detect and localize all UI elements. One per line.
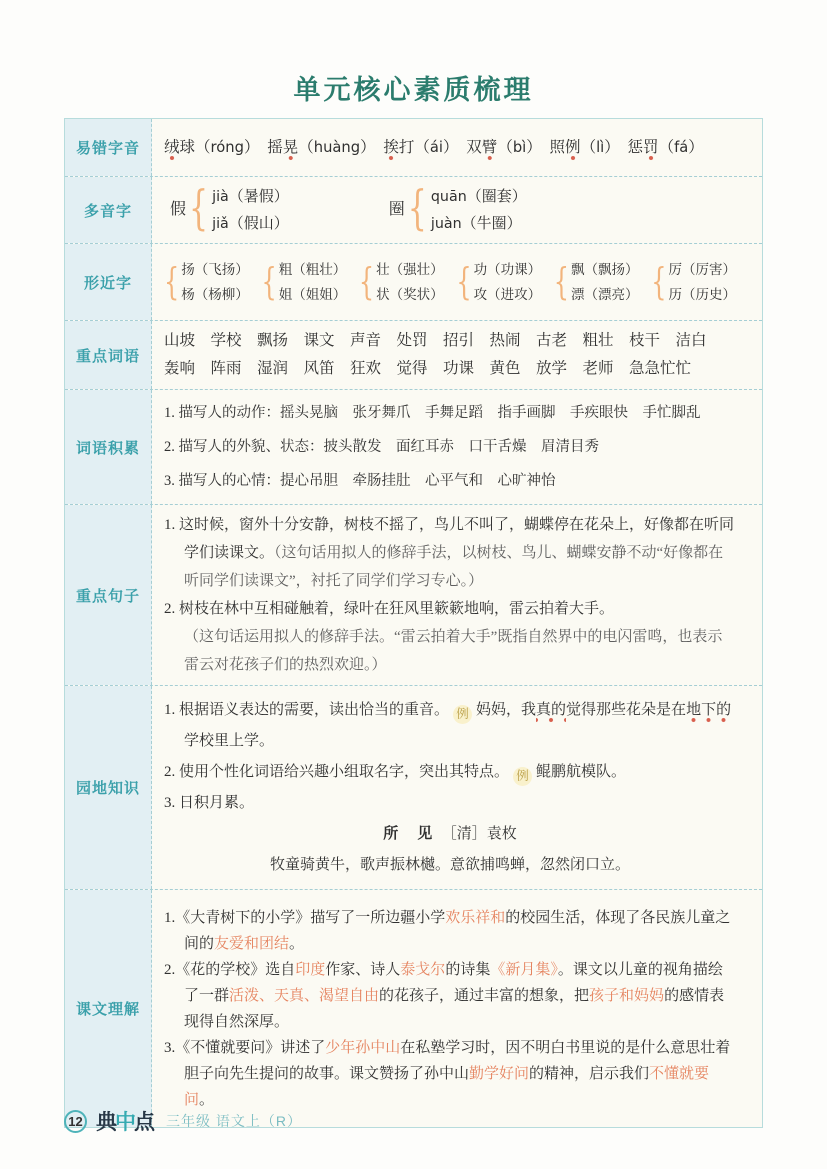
text-segment: ） [443, 138, 467, 156]
table-row-zhongdian-ciyu [65, 321, 762, 390]
text-segment: 真的 [536, 702, 566, 723]
row-label-text: 多音字 [83, 202, 132, 220]
text-segment: 1. 这时候，窗外十分安静，树枝不摇了，鸟儿不叫了，蝴蝶停在花朵上，好像都在听同学们读课文。 [164, 517, 735, 561]
polyphone-character: 圈 [388, 201, 405, 218]
text-segment: 罚 [643, 139, 659, 161]
row-label-text: 重点词语 [75, 347, 140, 365]
pair-column [376, 261, 444, 304]
text-segment: 1. 根据语义表达的需要，读出恰当的重音。 [164, 701, 450, 718]
example-badge: 例 [513, 767, 532, 786]
text-segment: 所 见 [383, 825, 435, 842]
text-segment: （ [580, 138, 597, 156]
row-content-yuandi-zhishi [152, 686, 762, 889]
polyphone-groups [164, 182, 736, 237]
content-line [164, 850, 736, 881]
brand-logo-char-2: 中 [115, 1111, 134, 1134]
text-segment: 妈妈，我 [476, 701, 537, 718]
text-segment: 2. 描写人的外貌、状态：披头散发 面红耳赤 口干舌燥 眉清目秀 [164, 439, 599, 455]
text-segment: 。课文以儿童的视角描绘了一群 [184, 961, 723, 1004]
text-segment: 3. 描写人的心情：提心吊胆 牵肠挂肚 心平气和 心旷神怡 [164, 473, 556, 489]
similar-char-groups [164, 261, 736, 304]
text-segment: 的校园生活，体现了各民族儿童之间的 [184, 909, 731, 952]
text-segment: 勤学好问 [469, 1065, 530, 1082]
text-segment: （这句话运用拟人的修辞手法。“雷云拍着大手”既指自然界中的电闪雷鸣，也表示雷云对花孩子们的热烈欢迎。） [184, 629, 723, 673]
pinyin: jià [212, 188, 229, 205]
brace-icon: { [553, 260, 570, 304]
row-content-xingjinzi [152, 244, 762, 320]
similar-char-group [456, 261, 541, 304]
row-label-xingjinzi [65, 244, 152, 320]
pinyin: juàn [430, 215, 462, 232]
text-segment: 晃 [283, 139, 299, 161]
text-segment: 牧童骑黄牛，歌声振林樾。意欲捕鸣蝉，忽然闭口立。 [269, 856, 630, 873]
reading-line [212, 213, 289, 235]
text-segment: （ [298, 138, 314, 156]
text-segment: ） [688, 138, 704, 156]
similar-char-group [261, 261, 346, 304]
pair-line: 飘（飘扬） [571, 261, 639, 277]
text-segment: 球（ [179, 138, 211, 156]
polyphone-character: 假 [170, 201, 187, 218]
content-line [164, 595, 736, 623]
text-segment: lì [596, 138, 605, 156]
page-footer [64, 1106, 302, 1136]
text-segment: 。 [199, 1091, 215, 1108]
example-badge: 例 [453, 705, 472, 724]
row-label-ciyu-jilei [65, 390, 152, 504]
text-segment: ） [360, 138, 384, 156]
row-label-yuandi-zhishi [65, 686, 152, 889]
row-label-yicuo-ziyin [65, 119, 152, 176]
row-label-text: 重点句子 [75, 587, 140, 605]
reading-line [431, 213, 527, 235]
text-segment: huàng [313, 138, 361, 156]
row-content-zhongdian-juzi [152, 505, 762, 685]
example-word: （暑假） [228, 188, 289, 205]
pinyin: jiǎ [212, 215, 229, 232]
reading-line [431, 186, 527, 208]
text-segment: 1. 描写人的动作：摇头晃脑 张牙舞爪 手舞足蹈 指手画脚 手疾眼快 手忙脚乱 [164, 405, 701, 421]
text-segment: 例 [565, 139, 581, 161]
text-segment: 欢乐祥和 [445, 909, 506, 926]
reading-line [212, 186, 289, 208]
text-segment: ） [526, 138, 550, 156]
table-row-xingjinzi [65, 244, 762, 321]
text-segment: 不懂就要问 [184, 1065, 710, 1108]
example-word: （圈套） [466, 188, 527, 205]
content-line [164, 1035, 736, 1113]
content-line [164, 788, 736, 819]
row-label-zhongdian-ciyu [65, 321, 152, 389]
table-row-duoyinzi [65, 177, 762, 244]
content-line [164, 623, 736, 679]
content-line [164, 819, 736, 850]
summary-table [64, 118, 763, 1128]
similar-char-group [359, 261, 444, 304]
similar-char-group [651, 261, 736, 304]
text-segment: ） [604, 138, 628, 156]
content-line [164, 396, 736, 430]
content-line [164, 511, 736, 595]
pair-line: 攻（进攻） [473, 286, 542, 302]
content-line [164, 905, 736, 957]
row-content-kewen-lijie [152, 890, 762, 1127]
text-segment: ） [243, 138, 268, 156]
text-segment: fá [674, 138, 689, 156]
pair-column [668, 261, 736, 304]
pair-column [571, 261, 639, 304]
brace-icon: { [358, 260, 375, 304]
example-word: （假山） [228, 215, 289, 232]
text-segment: 。 [289, 935, 305, 952]
page-number-badge: 12 [64, 1110, 87, 1133]
similar-char-group [554, 261, 639, 304]
word-list-line: 轰响 阵雨 湿润 风笛 狂欢 觉得 功课 黄色 放学 老师 急急忙忙 [164, 360, 692, 377]
table-row-kewen-lijie [65, 890, 762, 1127]
row-label-text: 词语积累 [75, 439, 140, 457]
pair-line: 历（历史） [668, 286, 736, 302]
text-segment: 2.《花的学校》选自 [164, 961, 296, 978]
text-segment: 学校里上学。 [184, 732, 275, 749]
text-segment: 在私塾学习时，因不明白书里说的是什么意思壮着胆子向先生提问的故事。课文赞扬了孙中山 [184, 1039, 731, 1082]
pair-line: 扬（飞扬） [181, 261, 249, 277]
text-segment: 2. 使用个性化词语给兴趣小组取名字，突出其特点。 [164, 763, 510, 780]
pair-column [279, 261, 347, 304]
table-row-zhongdian-juzi [65, 505, 762, 686]
brace-icon: { [456, 260, 472, 304]
polyphone-group [388, 182, 527, 237]
text-segment: 1.《大青树下的小学》描写了一所边疆小学 [164, 909, 446, 926]
row-content-ciyu-jilei [152, 390, 762, 504]
text-segment: 的花孩子，通过丰富的想象，把 [379, 987, 590, 1004]
text-segment: ái [429, 138, 444, 156]
text-segment: 的精神，启示我们 [529, 1065, 650, 1082]
polyphone-readings [212, 186, 289, 235]
table-row-yuandi-zhishi [65, 686, 762, 890]
content-line [164, 327, 736, 355]
row-content-duoyinzi [152, 177, 762, 243]
brace-icon: { [651, 260, 667, 304]
content-line [164, 135, 736, 161]
text-segment: 3. 日积月累。 [164, 794, 255, 811]
pair-line: 姐（姐姐） [278, 286, 347, 302]
brand-logo-char-3: 点 [134, 1111, 153, 1134]
text-segment: ［清］袁枚 [434, 825, 517, 842]
row-label-zhongdian-juzi [65, 505, 152, 685]
text-segment: 2. 树枝在林中互相碰触着，绿叶在狂风里簌簌地响，雷云拍着大手。 [164, 601, 615, 617]
row-label-text: 形近字 [83, 274, 132, 292]
text-segment: 双 [466, 138, 482, 156]
row-content-yicuo-ziyin [152, 119, 762, 176]
polyphone-readings [431, 186, 527, 235]
brace-icon: { [261, 260, 277, 304]
text-segment: 的诗集 [445, 961, 491, 978]
text-segment: 觉得那些花朵是在 [566, 701, 687, 718]
text-segment: róng [210, 138, 244, 156]
polyphone-group [170, 182, 289, 237]
text-segment: 地下的 [686, 702, 731, 723]
text-segment: 《新月集》 [490, 961, 558, 978]
text-segment: 惩 [627, 138, 644, 156]
brace-icon: { [407, 182, 427, 237]
text-segment: 3.《不懂就要问》讲述了 [164, 1039, 326, 1056]
text-segment: 照 [549, 138, 566, 156]
pair-line: 漂（漂亮） [571, 286, 639, 302]
text-segment: 的感情表现得自然深厚。 [184, 987, 725, 1030]
row-label-kewen-lijie [65, 890, 152, 1127]
text-segment: （ [497, 138, 513, 156]
example-word: （牛圈） [461, 215, 522, 232]
row-label-text: 园地知识 [75, 780, 140, 797]
text-segment: 友爱和团结 [214, 935, 290, 952]
row-content-zhongdian-ciyu [152, 321, 762, 389]
brand-logo [96, 1106, 153, 1136]
text-segment: 活泼、天真、渴望自由 [229, 987, 380, 1004]
text-segment: 绒 [164, 139, 180, 161]
brace-icon: { [189, 182, 209, 237]
text-segment: 少年孙中山 [325, 1039, 401, 1056]
content-line [164, 695, 736, 757]
pair-column [474, 261, 542, 304]
text-segment: 臂 [482, 139, 498, 161]
word-list-line: 山坡 学校 飘扬 课文 声音 处罚 招引 热闹 古老 粗壮 枝干 洁白 [164, 332, 707, 349]
text-segment: 打（ [398, 138, 430, 156]
pair-line: 厉（厉害） [668, 261, 736, 277]
content-line [164, 757, 736, 788]
pinyin: quān [430, 188, 467, 205]
text-segment: 孩子和妈妈 [589, 987, 665, 1004]
text-segment: 印度 [295, 961, 326, 978]
pair-line: 粗（粗壮） [278, 261, 347, 277]
content-line [164, 464, 736, 498]
brand-logo-char-1: 典 [96, 1111, 115, 1134]
text-segment: 挨 [383, 139, 399, 161]
row-label-text: 易错字音 [75, 140, 140, 157]
text-segment: （ [658, 138, 675, 156]
text-segment: 泰戈尔 [400, 961, 446, 978]
text-segment: 摇 [267, 138, 283, 156]
text-segment: 鲲鹏航模队。 [536, 763, 627, 780]
pair-line: 状（奖状） [376, 286, 444, 302]
content-line [164, 430, 736, 464]
text-segment: 作家、诗人 [325, 961, 401, 978]
pair-line: 壮（强壮） [376, 261, 444, 277]
page-title: 单元核心素质梳理 [293, 75, 534, 105]
text-segment: （这句话用拟人的修辞手法，以树枝、鸟儿、蝴蝶安静不动“好像都在听同学们读课文”，衬托了同学们学习专心。） [184, 545, 724, 589]
similar-char-group [164, 261, 249, 304]
row-label-text: 课文理解 [75, 1001, 140, 1018]
row-label-duoyinzi [65, 177, 152, 243]
edition-label: 三年级 语文上（R） [166, 1113, 302, 1129]
brace-icon: { [164, 260, 180, 304]
pair-column [181, 261, 249, 304]
text-segment: bì [512, 138, 527, 156]
content-line [164, 957, 736, 1035]
content-line [164, 355, 736, 383]
pair-line: 功（功课） [473, 261, 542, 277]
pair-line: 杨（杨柳） [181, 286, 249, 302]
table-row-ciyu-jilei [65, 390, 762, 505]
table-row-yicuo-ziyin [65, 119, 762, 177]
